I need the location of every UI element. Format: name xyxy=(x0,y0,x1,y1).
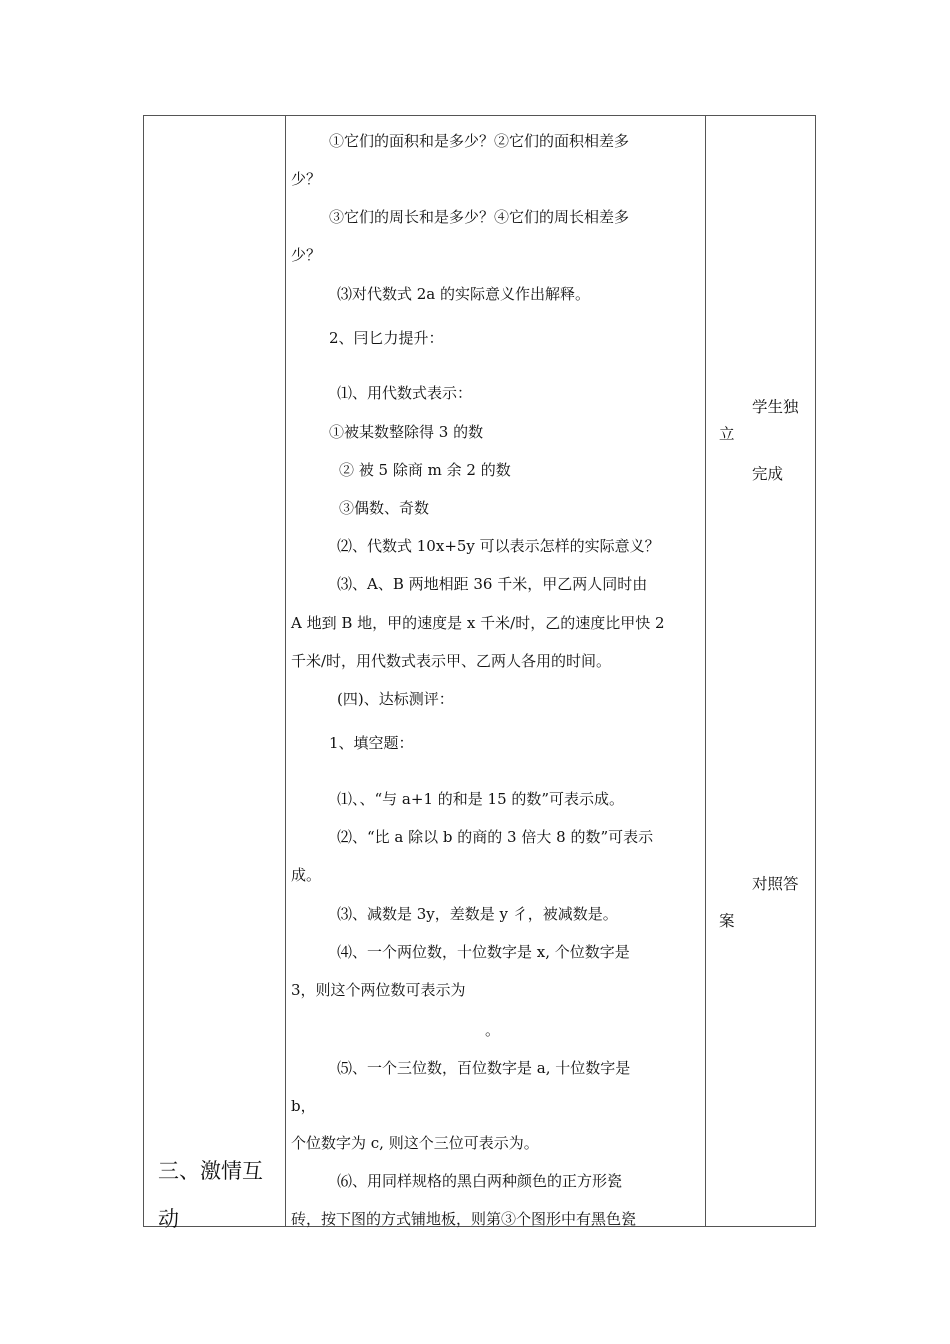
content-line: ⑴、用代数式表示： xyxy=(337,384,473,402)
content-line: 少？ xyxy=(291,246,322,264)
content-line: ⑴、、“与 a+1 的和是 15 的数”可表示成。 xyxy=(337,790,625,808)
content-line: (四)、达标测评： xyxy=(337,690,454,708)
content-line: 少？ xyxy=(291,170,322,188)
content-line: 千米/时，用代数式表示甲、乙两人各用的时间。 xyxy=(291,652,612,670)
content-line: ⑶、减数是 3y，差数是 y 彳，被减数是。 xyxy=(337,905,618,923)
activity-note-line: 案 xyxy=(719,912,735,930)
content-line: ⑵、“比 a 除以 b 的商的 3 倍大 8 的数”可表示 xyxy=(337,828,654,846)
content-line: ⑵、代数式 10x+5y 可以表示怎样的实际意义？ xyxy=(337,537,660,555)
activity-note-line: 学生独 xyxy=(752,398,799,416)
content-line: ⑶对代数式 2a 的实际意义作出解释。 xyxy=(337,285,591,303)
content-line: ⑹、用同样规格的黑白两种颜色的正方形瓷 xyxy=(337,1172,623,1190)
content-line: ①它们的面积和是多少？②它们的面积相差多 xyxy=(329,132,630,150)
activity-column xyxy=(705,116,817,1226)
lesson-table xyxy=(143,115,816,1231)
content-line: 3，则这个两位数可表示为 xyxy=(291,981,466,999)
content-line: 2、冃匕力提升： xyxy=(329,329,444,347)
content-line: 。 xyxy=(485,1021,501,1039)
content-line: A 地到 B 地，甲的速度是 x 千米/时，乙的速度比甲快 2 xyxy=(291,614,665,632)
activity-note-line: 对照答 xyxy=(752,875,799,893)
content-line: ③它们的周长和是多少？④它们的周长相差多 xyxy=(329,208,630,226)
section-column xyxy=(144,116,285,1231)
content-line: ② 被 5 除商 m 余 2 的数 xyxy=(339,461,511,479)
content-line: 个位数字为 c, 则这个三位可表示为。 xyxy=(291,1134,539,1152)
content-line: ③偶数、奇数 xyxy=(339,499,430,517)
content-line: ⑶、A、B 两地相距 36 千米，甲乙两人同时由 xyxy=(337,575,648,593)
content-line: ⑸、一个三位数，百位数字是 a, 十位数字是 xyxy=(337,1059,631,1077)
activity-note-line: 完成 xyxy=(752,465,784,483)
content-line: 1、填空题： xyxy=(329,734,414,752)
activity-note-line: 立 xyxy=(719,425,735,443)
section-title-line1: 三、激情互 xyxy=(158,1159,263,1183)
content-line: 成。 xyxy=(291,866,322,884)
section-title-line2: 动 xyxy=(158,1207,179,1231)
content-line: ⑷、一个两位数，十位数字是 x, 个位数字是 xyxy=(337,943,630,961)
content-line: b， xyxy=(291,1097,316,1115)
content-column xyxy=(285,116,705,1226)
content-line: ①被某数整除得 3 的数 xyxy=(329,423,484,441)
content-line: 砖，按下图的方式铺地板，则第③个图形中有黑色瓷 xyxy=(291,1210,637,1228)
